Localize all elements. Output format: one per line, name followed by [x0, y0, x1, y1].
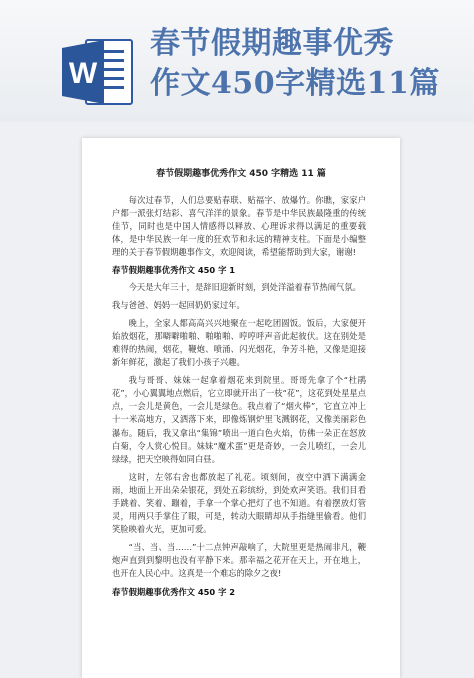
- document-title: 春节假期趣事优秀作文 450 字精选 11 篇: [156, 169, 326, 179]
- paragraph: 我与哥哥、妹妹一起拿着烟花来到院里。哥哥先拿了个“杜鹃花”，小心翼翼地点燃后，它立即就开出了一枝“花”，这花到处星星点点，一会儿是黄色，一会儿是绿色。我点着了“烟火棒”，它直立冲上十一米高地方，又洒落下来，即像炼钢炉里飞溅钢花，又像美丽彩色瀑布。随后，我又拿出“集锦”喷出一道白色火焰，仿佛一朵正在怒放白菊，令人赏心悦目。妹妹“魔术蛋”更是奇妙，一会儿喷红，一会儿绿绿，把天空映得如同白昼。: [112, 375, 366, 464]
- document-body: [112, 194, 366, 602]
- page-title: [150, 24, 470, 104]
- title-line-1: 春节假期趣事优秀: [150, 26, 394, 61]
- paragraph: “当、当、当……”十二点钟声敲响了，大院里更是热闹非凡，鞭炮声直到到黎明也没有平静下来。那幸福之花开在天上，开在地上，也开在人民心中。这真是一个难忘的除夕之夜!: [112, 542, 366, 579]
- word-document-icon: [60, 34, 136, 110]
- section-heading-2: 春节假期趣事优秀作文 450 字 2: [112, 586, 236, 597]
- paragraph: 我与爸爸、妈妈一起回奶奶家过年。: [112, 299, 245, 310]
- logo-letter: W: [68, 57, 98, 90]
- paragraph: 这时，左邻右舍也都放起了礼花。顷刻间，夜空中洒下满满金雨，地面上开出朵朵银花，到处五彩缤纷，到处欢声笑语。我们目看手跳着、笑着、蹦着，手拿一个掌心把灯了也不知道。有着摆放灯管灵，用两只手掌住了眼，可是，转动大眼睛却从手指缝里偷看。他们笑脸映着火光，更加可爱。: [112, 471, 366, 535]
- document-page: [82, 138, 400, 678]
- title-line-2: 作文450字精选11篇: [150, 66, 440, 101]
- paragraph: 今天是大年三十，是辞旧迎新时刻，到处洋溢着春节热闹气氛。: [128, 281, 361, 292]
- header-banner: [0, 0, 474, 122]
- section-heading-1: 春节假期趣事优秀作文 450 字 1: [112, 265, 236, 276]
- intro-paragraph: 每次过春节，人们总要贴春联、贴福字、放爆竹。你瞧，家家户户都一派张灯结彩、喜气洋洋的景象。春节是中华民族最隆重的传统佳节，同时也是中国人情感得以释放、心理诉求得以满足的重要载体，是中华民族一年一度的狂欢节和永远的精神支柱。下面是小编整理的关于春节假期趣事作文，欢迎阅读，希望能帮助到大家，谢谢!: [112, 195, 366, 258]
- paragraph: 晚上，全家人都高高兴兴地聚在一起吃团圆饭。饭后，大家便开始放烟花，那噼噼啪啪、啪啪啪、哼哼呼声音此起彼伏。这在别处是难得的热闹，烟花，鞭炮、喷涌、闪光烟花，争芳斗艳，又像是迎接新年鲜花，激起了我们小孩子兴趣。: [112, 317, 366, 368]
